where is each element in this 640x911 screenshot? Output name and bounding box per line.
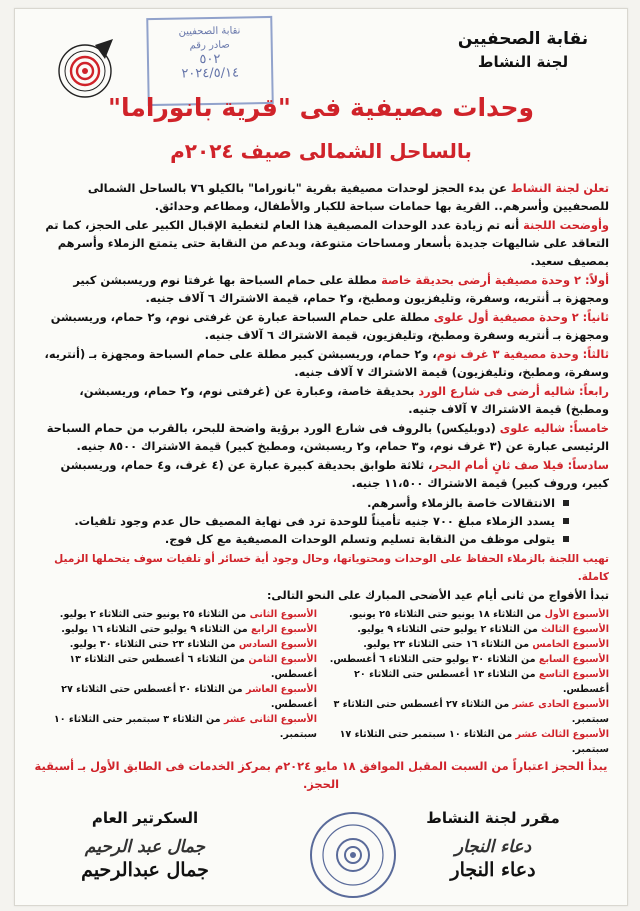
condition-item: الانتقالات خاصة بالزملاء وأسرهم. <box>33 494 569 512</box>
handwritten-signature: دعاء النجار <box>454 837 532 857</box>
schedule-column-right <box>325 607 609 757</box>
unit-text: بحديقة خاصة، وعبارة عن (غرفتى نوم، و٢ حمام، وريسبشن، ومطبخ) قيمة الاشتراك ٧ آلاف جنيه. <box>79 384 609 416</box>
unit-label: سادساً: فيلا صف ثانٍ أمام البحر <box>432 458 609 472</box>
schedule-row <box>325 652 609 667</box>
note-text: أنه تم زيادة عدد الوحدات المصيفية هذا العام لتغطية الإقبال الكبير على الحجز، كما تم التعاقد على شاليهات جديدة بأسعار ومساحات متنوعة، وبدعم من النقابة حتى يتمتع الزملاء وأسرهم بمصيف سعيد. <box>45 218 609 268</box>
week-dates: من الثلاثاء ١٦ حتى الثلاثاء ٢٣ يوليو. <box>363 639 530 650</box>
signatory-name: دعاء النجار <box>450 859 536 881</box>
schedule-row <box>33 682 317 712</box>
unit-label: رابعاً: شاليه أرضى فى شارع الورد <box>418 384 609 398</box>
week-label: الأسبوع الثامن <box>248 654 317 665</box>
handwritten-signature: جمال عبد الرحيم <box>84 837 206 857</box>
unit-item <box>33 308 609 344</box>
unit-label: خامساً: شاليه علوى <box>499 421 609 435</box>
schedule-row <box>325 667 609 697</box>
unit-label: ثانياً: ٢ وحدة مصيفية أول علوى <box>433 310 609 324</box>
schedule-grid <box>33 607 609 757</box>
schedule-row <box>325 607 609 622</box>
week-label: الأسبوع الثانى <box>249 609 317 620</box>
stamp-line: ٢٠٢٤/٥/١٤ <box>181 65 240 82</box>
condition-item: يتولى موظف من النقابة تسليم وتسلم الوحدات المصيفية مع كل فوج. <box>33 530 569 548</box>
schedule-row <box>325 637 609 652</box>
signature-activity-head <box>393 809 593 881</box>
stamp-line: نقابة الصحفيين <box>178 25 241 38</box>
signature-secretary-general <box>45 809 245 881</box>
conditions-list <box>33 494 569 548</box>
week-dates: من الثلاثاء ١٠ سبتمبر حتى الثلاثاء ١٧ سبتمبر. <box>339 729 609 755</box>
schedule-column-left <box>33 607 317 757</box>
week-label: الأسبوع الحادى عشر <box>512 699 609 710</box>
stamp-line: ٥٠٢ <box>199 51 221 68</box>
unit-item <box>33 456 609 492</box>
announcement-body <box>33 179 609 794</box>
unit-label: ثالثاً: وحدة مصيفية ٣ غرف نوم <box>436 347 609 361</box>
week-label: الأسبوع الرابع <box>251 624 317 635</box>
schedule-row <box>33 607 317 622</box>
week-label: الأسبوع الخامس <box>532 639 609 650</box>
week-dates: من الثلاثاء ١٣ أغسطس حتى الثلاثاء ٢٠ أغسطس. <box>354 669 609 695</box>
warning-note: تهيب اللجنة بالزملاء الحفاظ على الوحدات ومحتوياتها، وحال وجود أية خسائر أو تلفيات سوف يتحملها الزميل كاملة. <box>54 553 609 583</box>
schedule-row <box>325 727 609 757</box>
week-dates: من الثلاثاء ٢٥ يونيو حتى الثلاثاء ٢ يوليو. <box>59 609 247 620</box>
week-dates: من الثلاثاء ٩ يوليو حتى الثلاثاء ١٦ يوليو. <box>61 624 248 635</box>
unit-text: (دوبليكس) بالروف فى شارع الورد برؤية واضحة للبحر، بالقرب من حمام السباحة الرئيسى عبارة عن (٣ غرف نوم، و٣ حمام، و٢ ريسبشن، ومطبخ كبير) قيمة الاشتراك ٨٥٠٠ جنيه. <box>46 421 609 453</box>
signatory-name: جمال عبدالرحيم <box>81 859 209 881</box>
booking-start-note: يبدأ الحجز اعتباراً من السبت المقبل الموافق ١٨ مايو ٢٠٢٤م بمركز الخدمات فى الطابق الأول بـ أسبقية الحجز. <box>34 759 608 791</box>
signature-role: مقرر لجنة النشاط <box>426 809 560 827</box>
condition-item: يسدد الزملاء مبلغ ٧٠٠ جنيه تأميناً للوحدة ترد فى نهاية المصيف حال عدم وجود تلفيات. <box>33 512 569 530</box>
schedule-row <box>325 622 609 637</box>
week-label: الأسبوع العاشر <box>245 684 317 695</box>
week-dates: من الثلاثاء ٢٠ أغسطس حتى الثلاثاء ٢٧ أغسطس. <box>61 684 317 710</box>
week-label: الأسبوع الثالث <box>541 624 609 635</box>
week-label: الأسبوع السابع <box>538 654 609 665</box>
week-label: الأسبوع التاسع <box>538 669 609 680</box>
unit-text: ، ثلاثة طوابق بحديقة كبيرة عبارة عن (٤ غرف، و٤ حمام، وريسبشن كبير، وروف كبير) قيمة الاشتراك ١١،٥٠٠ جنيه. <box>60 458 609 490</box>
week-dates: من الثلاثاء ٣ سبتمبر حتى الثلاثاء ١٠ سبتمبر. <box>53 714 317 740</box>
week-dates: من الثلاثاء ٢٣ حتى الثلاثاء ٣٠ يوليو. <box>69 639 236 650</box>
unit-text: مطلة على حمام السباحة عبارة عن غرفتى نوم، و٢ حمام، وريسبشن ومجهزة بـ أنتريه وسفرة ومطبخ، وتليفزيون، قيمة الاشتراك ٦ آلاف جنيه. <box>50 310 609 342</box>
unit-item <box>33 345 609 381</box>
unit-item <box>33 271 609 307</box>
unit-text: مطلة على حمام السباحة بها غرفتا نوم وريسبشن كبير ومجهزة بـ أنتريه، وسفرة، وتليفزيون ومطبخ، و٢ حمام، قيمة الاشتراك ٦ آلاف جنيه. <box>73 273 609 305</box>
note-lead: وأوضحت اللجنة <box>523 218 609 232</box>
schedule-row <box>33 637 317 652</box>
week-label: الأسبوع الثالث عشر <box>515 729 609 740</box>
week-label: الأسبوع السادس <box>238 639 317 650</box>
unit-item <box>33 382 609 418</box>
official-seal-icon <box>307 809 399 901</box>
week-dates: من الثلاثاء ٣٠ يوليو حتى الثلاثاء ٦ أغسطس. <box>329 654 536 665</box>
schedule-row <box>325 697 609 727</box>
main-title: وحدات مصيفية فى "قرية بانوراما" <box>107 93 535 122</box>
week-label: الأسبوع الأول <box>544 609 609 620</box>
signature-role: السكرتير العام <box>91 809 199 827</box>
week-dates: من الثلاثاء ٢ يوليو حتى الثلاثاء ٩ يوليو. <box>357 624 538 635</box>
schedule-title: تبدأ الأفواج من ثانى أيام عيد الأضحى المبارك على النحو التالى: <box>267 589 609 602</box>
syndicate-logo-icon <box>55 37 119 101</box>
intro-text: عن بدء الحجز لوحدات مصيفية بقرية "بانوراما" بالكيلو ٧٦ بالساحل الشمالى للصحفيين وأسرهم.. القرية بها حمامات سباحة للكبار والأطفال، ومطاعم وحدائق. <box>87 181 609 213</box>
week-label: الأسبوع الثانى عشر <box>223 714 317 725</box>
intro-paragraph <box>33 179 609 215</box>
unit-item <box>33 419 609 455</box>
unit-label: أولاً: ٢ وحدة مصيفية أرضى بحديقة خاصة <box>381 273 609 287</box>
document-page <box>14 8 628 906</box>
intro-lead: تعلن لجنة النشاط <box>510 181 609 195</box>
stamp-line: صادر رقم <box>189 39 230 52</box>
org-header <box>443 29 603 71</box>
schedule-row <box>33 712 317 742</box>
unit-text: ، و٢ حمام، وريسبشن كبير مطلة على حمام السباحة ومجهزة بـ (أنتريه، وسفرة، ومطبخ، وتليفزيون) قيمة الاشتراك ٧ آلاف جنيه. <box>44 347 609 379</box>
week-dates: من الثلاثاء ٢٧ أغسطس حتى الثلاثاء ٣ سبتمبر. <box>333 699 609 725</box>
week-dates: من الثلاثاء ١٨ يونيو حتى الثلاثاء ٢٥ يونيو. <box>348 609 542 620</box>
schedule-row <box>33 652 317 682</box>
week-dates: من الثلاثاء ٦ أغسطس حتى الثلاثاء ١٣ أغسطس. <box>69 654 317 680</box>
org-name: نقابة الصحفيين <box>457 29 589 49</box>
note-paragraph <box>33 216 609 270</box>
committee-name: لجنة النشاط <box>477 53 569 71</box>
sub-title: بالساحل الشمالى صيف ٢٠٢٤م <box>170 139 472 163</box>
schedule-row <box>33 622 317 637</box>
